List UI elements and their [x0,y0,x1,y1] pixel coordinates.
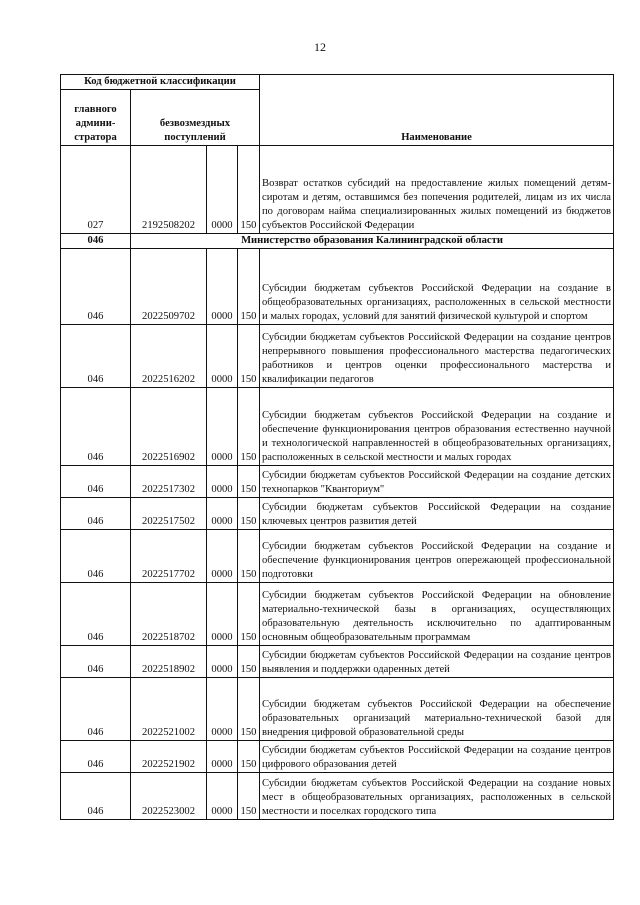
revenue-code-cell: 2022521902 [131,741,207,773]
table-row [61,773,614,820]
revenue-code-cell: 2022518902 [131,646,207,678]
subgroup-code-cell: 0000 [207,388,238,466]
subgroup-code-cell: 0000 [207,530,238,583]
classification-code-cell: 150 [238,146,260,234]
admin-code-cell: 046 [61,741,131,773]
admin-code-cell: 046 [61,249,131,325]
subgroup-code-cell: 0000 [207,678,238,741]
classification-code-cell: 150 [238,388,260,466]
name-cell: Возврат остатков субсидий на предоставление жилых помещений детям-сиротам и детям, оставшимся без попечения родителей, лицам из их числа по договорам найма специализированных жилых помещений из бюджетов субъектов Российской Федерации [260,146,614,234]
ministry-section-row [61,234,614,249]
revenue-code-cell: 2022523002 [131,773,207,820]
header-group-title: Код бюджетной классификации [61,75,260,90]
admin-code-cell: 046 [61,646,131,678]
subgroup-code-cell: 0000 [207,466,238,498]
budget-classification-table [60,74,614,820]
table-row [61,249,614,325]
classification-code-cell: 150 [238,678,260,741]
table-row [61,146,614,234]
table-row [61,583,614,646]
ministry-admin-code: 046 [61,234,131,249]
subgroup-code-cell: 0000 [207,325,238,388]
admin-code-cell: 046 [61,466,131,498]
revenue-code-cell: 2022517702 [131,530,207,583]
name-cell: Субсидии бюджетам субъектов Российской Федерации на обеспечение образовательных организаций материально-технической базой для внедрения цифровой образовательной среды [260,678,614,741]
classification-code-cell: 150 [238,325,260,388]
name-cell: Субсидии бюджетам субъектов Российской Федерации на создание и обеспечение функционирования центров образования естественно научной и технологической направленностей в общеобразовательных организациях, расположенных в сельской местности и малых городах [260,388,614,466]
table-row [61,466,614,498]
revenue-code-cell: 2022518702 [131,583,207,646]
subgroup-code-cell: 0000 [207,583,238,646]
admin-code-cell: 046 [61,583,131,646]
classification-code-cell: 150 [238,466,260,498]
admin-code-cell: 046 [61,498,131,530]
admin-code-cell: 046 [61,325,131,388]
revenue-code-cell: 2022517302 [131,466,207,498]
name-cell: Субсидии бюджетам субъектов Российской Федерации на создание в общеобразовательных организациях, расположенных в сельской местности и малых городах, условий для занятий физической культурой и спортом [260,249,614,325]
classification-code-cell: 150 [238,646,260,678]
table-row [61,325,614,388]
classification-code-cell: 150 [238,530,260,583]
admin-code-cell: 046 [61,530,131,583]
revenue-code-cell: 2022509702 [131,249,207,325]
header-admin: главного админи-стратора [61,90,131,146]
header-revenue: безвозмездных поступлений [131,90,260,146]
header-name: Наименование [260,75,614,146]
page-number: 12 [314,40,326,54]
admin-code-cell: 027 [61,146,131,234]
table-row [61,388,614,466]
revenue-code-cell: 2022521002 [131,678,207,741]
classification-code-cell: 150 [238,498,260,530]
subgroup-code-cell: 0000 [207,146,238,234]
revenue-code-cell: 2192508202 [131,146,207,234]
name-cell: Субсидии бюджетам субъектов Российской Федерации на создание ключевых центров развития детей [260,498,614,530]
name-cell: Субсидии бюджетам субъектов Российской Федерации на создание центров выявления и поддержки одаренных детей [260,646,614,678]
name-cell: Субсидии бюджетам субъектов Российской Федерации на создание детских технопарков "Кванториум" [260,466,614,498]
table-body [61,146,614,820]
revenue-code-cell: 2022517502 [131,498,207,530]
name-cell: Субсидии бюджетам субъектов Российской Федерации на обновление материально-технической базы в организациях, осуществляющих образовательную деятельность исключительно по адаптированным основным общеобразовательным программам [260,583,614,646]
subgroup-code-cell: 0000 [207,498,238,530]
name-cell: Субсидии бюджетам субъектов Российской Федерации на создание и обеспечение функционирования центров опережающей профессиональной подготовки [260,530,614,583]
subgroup-code-cell: 0000 [207,741,238,773]
admin-code-cell: 046 [61,388,131,466]
classification-code-cell: 150 [238,583,260,646]
revenue-code-cell: 2022516202 [131,325,207,388]
table-row [61,741,614,773]
admin-code-cell: 046 [61,678,131,741]
classification-code-cell: 150 [238,249,260,325]
subgroup-code-cell: 0000 [207,773,238,820]
name-cell: Субсидии бюджетам субъектов Российской Федерации на создание центров непрерывного повышения профессионального мастерства педагогических работников и центров оценки профессионального мастерства и квалификации педагогов [260,325,614,388]
ministry-name: Министерство образования Калининградской области [131,234,614,249]
subgroup-code-cell: 0000 [207,249,238,325]
subgroup-code-cell: 0000 [207,646,238,678]
table-row [61,530,614,583]
table-row [61,678,614,741]
table-row [61,646,614,678]
admin-code-cell: 046 [61,773,131,820]
classification-code-cell: 150 [238,741,260,773]
table-row [61,498,614,530]
name-cell: Субсидии бюджетам субъектов Российской Федерации на создание новых мест в общеобразовательных организациях, расположенных в сельской местности и поселках городского типа [260,773,614,820]
classification-code-cell: 150 [238,773,260,820]
name-cell: Субсидии бюджетам субъектов Российской Федерации на создание центров цифрового образования детей [260,741,614,773]
revenue-code-cell: 2022516902 [131,388,207,466]
